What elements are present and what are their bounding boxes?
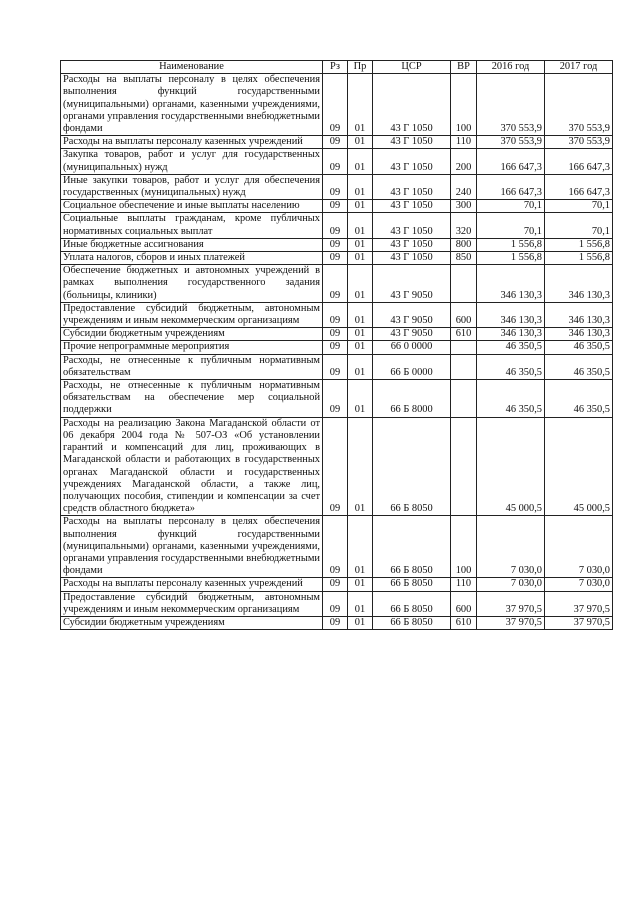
- cell-rz: 09: [323, 213, 348, 238]
- cell-2016: 37 970,5: [477, 616, 545, 629]
- cell-name: Расходы, не отнесенные к публичным нормативным обязательствам на обеспечение мер социальной поддержки: [61, 380, 323, 418]
- cell-name: Субсидии бюджетным учреждениям: [61, 616, 323, 629]
- cell-name: Прочие непрограммные мероприятия: [61, 341, 323, 354]
- cell-rz: 09: [323, 328, 348, 341]
- cell-pr: 01: [348, 302, 373, 327]
- budget-table: [60, 60, 613, 630]
- cell-2017: 45 000,5: [545, 417, 613, 516]
- cell-pr: 01: [348, 616, 373, 629]
- cell-2017: 37 970,5: [545, 616, 613, 629]
- cell-pr: 01: [348, 252, 373, 265]
- cell-2017: 1 556,8: [545, 238, 613, 251]
- cell-vr: 850: [451, 252, 477, 265]
- cell-pr: 01: [348, 200, 373, 213]
- cell-pr: 01: [348, 380, 373, 418]
- cell-vr: 100: [451, 516, 477, 578]
- cell-pr: 01: [348, 354, 373, 379]
- cell-name: Расходы на выплаты персоналу казенных учреждений: [61, 578, 323, 591]
- cell-2016: 1 556,8: [477, 252, 545, 265]
- cell-rz: 09: [323, 354, 348, 379]
- cell-2017: 166 647,3: [545, 149, 613, 174]
- cell-2016: 46 350,5: [477, 380, 545, 418]
- cell-csr: 66 Б 8050: [373, 591, 451, 616]
- cell-2016: 166 647,3: [477, 174, 545, 199]
- cell-2017: 346 130,3: [545, 328, 613, 341]
- cell-2016: 70,1: [477, 200, 545, 213]
- cell-rz: 09: [323, 265, 348, 303]
- cell-2017: 370 553,9: [545, 74, 613, 136]
- cell-2017: 166 647,3: [545, 174, 613, 199]
- cell-2016: 46 350,5: [477, 354, 545, 379]
- cell-csr: 66 Б 0000: [373, 354, 451, 379]
- cell-2017: 46 350,5: [545, 354, 613, 379]
- cell-csr: 43 Г 1050: [373, 174, 451, 199]
- cell-vr: 600: [451, 302, 477, 327]
- table-row: [61, 578, 613, 591]
- cell-name: Расходы на выплаты персоналу в целях обеспечения выполнения функций государственными (муниципальными) органами, казенными учреждениями, органами управления государственными внебюджетными фондами: [61, 516, 323, 578]
- cell-2017: 46 350,5: [545, 380, 613, 418]
- table-row: [61, 341, 613, 354]
- cell-2016: 346 130,3: [477, 302, 545, 327]
- table-header-row: [61, 61, 613, 74]
- header-name: Наименование: [61, 61, 323, 74]
- cell-2017: 70,1: [545, 213, 613, 238]
- cell-vr: [451, 354, 477, 379]
- cell-pr: 01: [348, 591, 373, 616]
- cell-2017: 346 130,3: [545, 302, 613, 327]
- cell-2016: 1 556,8: [477, 238, 545, 251]
- cell-2017: 7 030,0: [545, 516, 613, 578]
- cell-pr: 01: [348, 213, 373, 238]
- table-row: [61, 354, 613, 379]
- table-row: [61, 328, 613, 341]
- table-row: [61, 74, 613, 136]
- cell-2017: 70,1: [545, 200, 613, 213]
- cell-2016: 166 647,3: [477, 149, 545, 174]
- cell-2017: 1 556,8: [545, 252, 613, 265]
- table-row: [61, 265, 613, 303]
- header-csr: ЦСР: [373, 61, 451, 74]
- cell-rz: 09: [323, 174, 348, 199]
- table-row: [61, 591, 613, 616]
- cell-2016: 70,1: [477, 213, 545, 238]
- cell-csr: 66 Б 8050: [373, 516, 451, 578]
- header-rz: Рз: [323, 61, 348, 74]
- cell-2016: 346 130,3: [477, 265, 545, 303]
- cell-csr: 66 Б 8000: [373, 380, 451, 418]
- cell-vr: [451, 417, 477, 516]
- cell-csr: 43 Г 1050: [373, 136, 451, 149]
- cell-2017: 346 130,3: [545, 265, 613, 303]
- cell-csr: 43 Г 9050: [373, 265, 451, 303]
- cell-rz: 09: [323, 417, 348, 516]
- cell-csr: 66 Б 8050: [373, 578, 451, 591]
- cell-2016: 7 030,0: [477, 516, 545, 578]
- cell-csr: 43 Г 1050: [373, 238, 451, 251]
- cell-2016: 37 970,5: [477, 591, 545, 616]
- document-page: [60, 60, 613, 630]
- cell-csr: 66 Б 8050: [373, 616, 451, 629]
- cell-csr: 43 Г 1050: [373, 252, 451, 265]
- cell-rz: 09: [323, 200, 348, 213]
- cell-csr: 43 Г 1050: [373, 74, 451, 136]
- cell-2017: 46 350,5: [545, 341, 613, 354]
- table-row: [61, 213, 613, 238]
- table-row: [61, 616, 613, 629]
- table-row: [61, 516, 613, 578]
- cell-name: Закупка товаров, работ и услуг для государственных (муниципальных) нужд: [61, 149, 323, 174]
- cell-name: Расходы на реализацию Закона Магаданской области от 06 декабря 2004 года № 507-ОЗ «Об установлении гарантий и компенсаций для лиц, проживающих в Магаданской области и работающих в государственных органах Магаданской области и государственных учреждениях Магаданской области, а также лиц, получающих пособия, стипендии и компенсации за счет средств областного бюджета»: [61, 417, 323, 516]
- cell-vr: 240: [451, 174, 477, 199]
- cell-vr: 300: [451, 200, 477, 213]
- cell-vr: 610: [451, 616, 477, 629]
- header-2016: 2016 год: [477, 61, 545, 74]
- cell-name: Предоставление субсидий бюджетным, автономным учреждениям и иным некоммерческим организациям: [61, 591, 323, 616]
- cell-name: Предоставление субсидий бюджетным, автономным учреждениям и иным некоммерческим организациям: [61, 302, 323, 327]
- cell-name: Расходы, не отнесенные к публичным нормативным обязательствам: [61, 354, 323, 379]
- cell-pr: 01: [348, 74, 373, 136]
- cell-name: Расходы на выплаты персоналу казенных учреждений: [61, 136, 323, 149]
- table-row: [61, 238, 613, 251]
- header-pr: Пр: [348, 61, 373, 74]
- cell-vr: [451, 265, 477, 303]
- cell-pr: 01: [348, 341, 373, 354]
- cell-pr: 01: [348, 516, 373, 578]
- cell-rz: 09: [323, 341, 348, 354]
- cell-rz: 09: [323, 616, 348, 629]
- cell-rz: 09: [323, 238, 348, 251]
- cell-pr: 01: [348, 136, 373, 149]
- cell-2016: 46 350,5: [477, 341, 545, 354]
- table-row: [61, 200, 613, 213]
- cell-vr: 610: [451, 328, 477, 341]
- cell-csr: 43 Г 9050: [373, 302, 451, 327]
- cell-rz: 09: [323, 252, 348, 265]
- cell-2016: 7 030,0: [477, 578, 545, 591]
- cell-vr: [451, 341, 477, 354]
- cell-name: Социальные выплаты гражданам, кроме публичных нормативных социальных выплат: [61, 213, 323, 238]
- cell-rz: 09: [323, 516, 348, 578]
- cell-vr: [451, 380, 477, 418]
- cell-rz: 09: [323, 380, 348, 418]
- table-row: [61, 417, 613, 516]
- table-row: [61, 380, 613, 418]
- cell-pr: 01: [348, 238, 373, 251]
- table-row: [61, 302, 613, 327]
- cell-name: Субсидии бюджетным учреждениям: [61, 328, 323, 341]
- cell-pr: 01: [348, 174, 373, 199]
- cell-rz: 09: [323, 591, 348, 616]
- cell-vr: 110: [451, 136, 477, 149]
- cell-csr: 66 0 0000: [373, 341, 451, 354]
- cell-vr: 200: [451, 149, 477, 174]
- table-row: [61, 174, 613, 199]
- header-2017: 2017 год: [545, 61, 613, 74]
- cell-2016: 370 553,9: [477, 136, 545, 149]
- cell-2017: 370 553,9: [545, 136, 613, 149]
- cell-pr: 01: [348, 417, 373, 516]
- cell-2017: 7 030,0: [545, 578, 613, 591]
- cell-rz: 09: [323, 149, 348, 174]
- cell-name: Расходы на выплаты персоналу в целях обеспечения выполнения функций государственными (муниципальными) органами, казенными учреждениями, органами управления государственными внебюджетными фондами: [61, 74, 323, 136]
- cell-csr: 66 Б 8050: [373, 417, 451, 516]
- cell-name: Социальное обеспечение и иные выплаты населению: [61, 200, 323, 213]
- cell-2017: 37 970,5: [545, 591, 613, 616]
- cell-vr: 320: [451, 213, 477, 238]
- cell-pr: 01: [348, 149, 373, 174]
- cell-name: Обеспечение бюджетных и автономных учреждений в рамках выполнения государственного задания (больницы, клиники): [61, 265, 323, 303]
- cell-vr: 600: [451, 591, 477, 616]
- cell-csr: 43 Г 9050: [373, 328, 451, 341]
- cell-vr: 800: [451, 238, 477, 251]
- header-vr: ВР: [451, 61, 477, 74]
- cell-csr: 43 Г 1050: [373, 213, 451, 238]
- cell-rz: 09: [323, 302, 348, 327]
- cell-vr: 100: [451, 74, 477, 136]
- cell-name: Иные закупки товаров, работ и услуг для обеспечения государственных (муниципальных) нужд: [61, 174, 323, 199]
- cell-2016: 370 553,9: [477, 74, 545, 136]
- table-row: [61, 136, 613, 149]
- cell-pr: 01: [348, 578, 373, 591]
- cell-vr: 110: [451, 578, 477, 591]
- cell-2016: 45 000,5: [477, 417, 545, 516]
- cell-rz: 09: [323, 578, 348, 591]
- cell-pr: 01: [348, 328, 373, 341]
- cell-rz: 09: [323, 136, 348, 149]
- cell-csr: 43 Г 1050: [373, 200, 451, 213]
- cell-name: Уплата налогов, сборов и иных платежей: [61, 252, 323, 265]
- table-row: [61, 252, 613, 265]
- cell-csr: 43 Г 1050: [373, 149, 451, 174]
- cell-2016: 346 130,3: [477, 328, 545, 341]
- cell-pr: 01: [348, 265, 373, 303]
- cell-rz: 09: [323, 74, 348, 136]
- table-row: [61, 149, 613, 174]
- cell-name: Иные бюджетные ассигнования: [61, 238, 323, 251]
- table-body: [61, 74, 613, 630]
